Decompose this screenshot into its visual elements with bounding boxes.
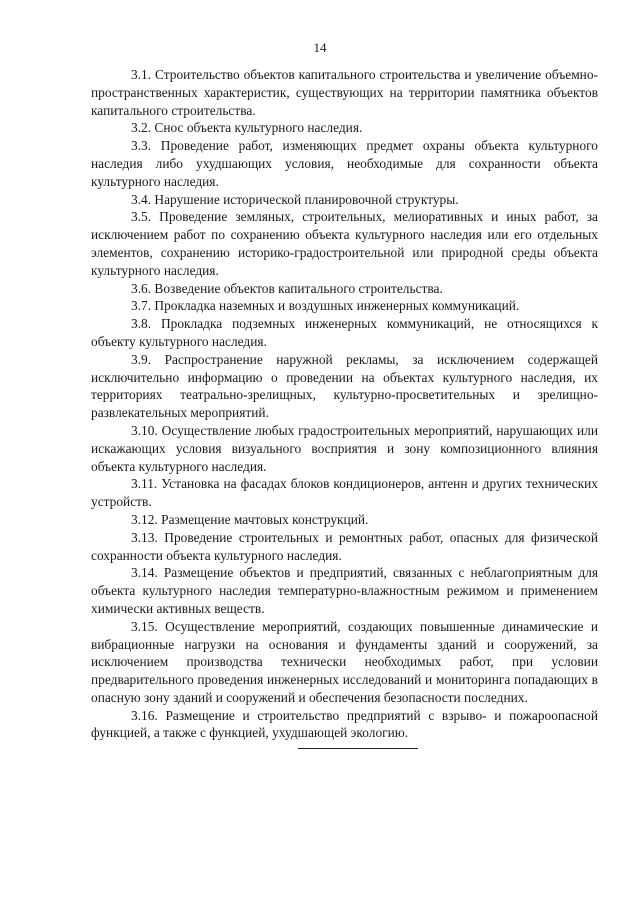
list-item: 3.8. Прокладка подземных инженерных коммуникаций, не относящихся к объекту культурного наследия. bbox=[91, 316, 598, 349]
list-item: 3.14. Размещение объектов и предприятий, связанных с неблагоприятным для объекта культурного наследия температурно-влажностным режимом и применением химически активных веществ. bbox=[91, 565, 598, 616]
list-item: 3.16. Размещение и строительство предприятий с взрыво- и пожароопасной функцией, а также с функцией, ухудшающей экологию. bbox=[91, 707, 598, 741]
list-item: 3.2. Снос объекта культурного наследия. bbox=[131, 120, 363, 136]
list-item: 3.1. Строительство объектов капитального строительства и увеличение объемно-пространственных характеристик, существующих на территории памятника объектов капитального строительства. bbox=[91, 67, 598, 118]
list-item: 3.13. Проведение строительных и ремонтных работ, опасных для физической сохранности объекта культурного наследия. bbox=[91, 529, 598, 563]
list-item: 3.7. Прокладка наземных и воздушных инженерных коммуникаций. bbox=[131, 298, 520, 314]
list-item: 3.9. Распространение наружной рекламы, за исключением содержащей исключительно информацию о проведении на объектах культурного наследия, их территориях театрально-зрелищных, культурно-просветительных и зрелищно-развлекательных мероприятий. bbox=[91, 351, 598, 421]
page-number: 14 bbox=[313, 40, 327, 55]
closing-divider bbox=[298, 748, 418, 749]
list-item: 3.10. Осуществление любых градостроительных мероприятий, нарушающих или искажающих условия визуального восприятия и зону композиционного влияния объекта культурного наследия. bbox=[91, 422, 598, 474]
list-item: 3.12. Размещение мачтовых конструкций. bbox=[131, 511, 369, 527]
restrictions-list bbox=[91, 66, 598, 742]
list-item: 3.3. Проведение работ, изменяющих предмет охраны объекта культурного наследия либо ухудшающих условия, необходимые для сохранности объекта культурного наследия. bbox=[91, 138, 598, 189]
list-item: 3.5. Проведение земляных, строительных, мелиоративных и иных работ, за исключением работ по сохранению объекта культурного наследия или его отдельных элементов, сохранению историко-градостроительной или природной среды объекта культурного наследия. bbox=[91, 209, 598, 278]
list-item: 3.6. Возведение объектов капитального строительства. bbox=[131, 280, 443, 296]
list-item: 3.11. Установка на фасадах блоков кондиционеров, антенн и других технических устройств. bbox=[91, 476, 598, 510]
list-item: 3.4. Нарушение исторической планировочной структуры. bbox=[131, 191, 459, 207]
list-item: 3.15. Осуществление мероприятий, создающих повышенные динамические и вибрационные нагрузки на основания и фундаменты зданий и сооружений, за исключением производства технически необходимых работ, при условии предварительного проведения инженерных исследований и мониторинга попадающих в опасную зону зданий и сооружений и обеспечения безопасности последних. bbox=[91, 618, 598, 705]
